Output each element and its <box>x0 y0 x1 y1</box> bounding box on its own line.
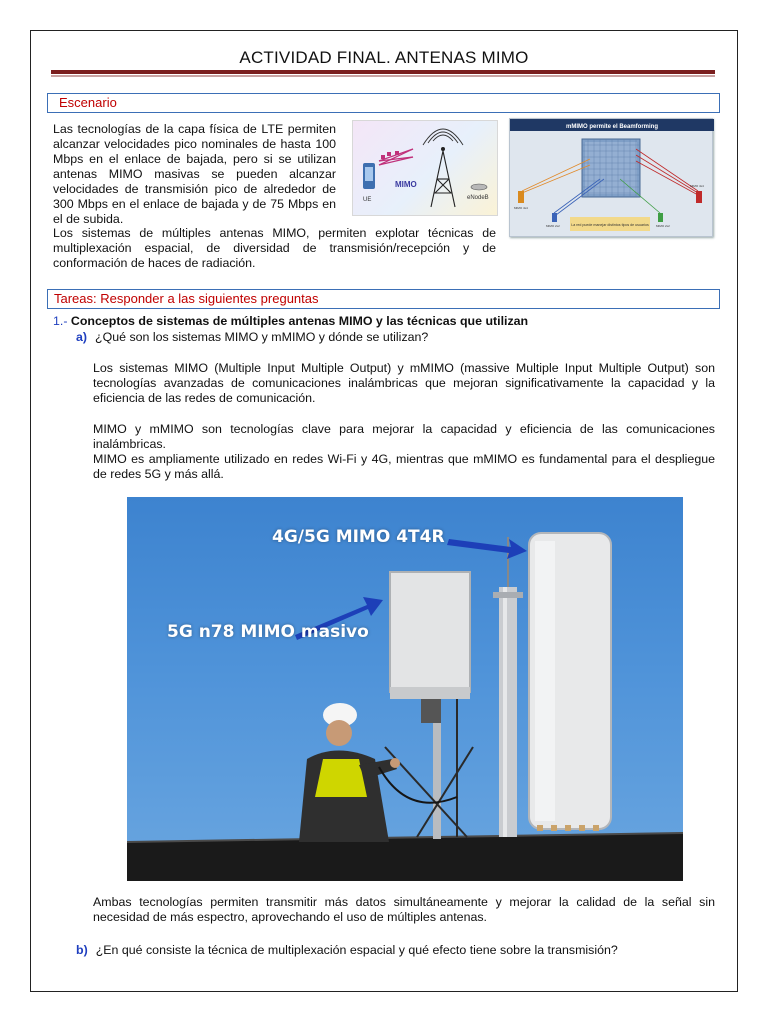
mimo-diagram-svg <box>353 121 499 217</box>
antenna-photo-scene <box>127 497 683 881</box>
question-1-title: Conceptos de sistemas de múltiples antenas MIMO y las técnicas que utilizan <box>67 314 529 328</box>
document-title: ACTIVIDAD FINAL. ANTENAS MIMO <box>239 48 529 67</box>
mimo-diagram-image <box>352 120 498 216</box>
answer-paragraph: MIMO y mMIMO son tecnologías clave para mejorar la capacidad y eficiencia de las comunicaciones inalámbricas. <box>93 422 715 451</box>
user-label: MIMO 2x2 <box>546 224 560 228</box>
mimo-label: MIMO <box>395 180 417 189</box>
answer-paragraph: MIMO es ampliamente utilizado en redes Wi-Fi y 4G, mientras que mMIMO es fundamental para el despliegue de redes 5G y más allá. <box>93 452 715 481</box>
question-1a-letter: a) <box>76 330 88 344</box>
title-rule-shadow <box>51 75 715 77</box>
safety-vest <box>315 759 367 797</box>
tower-icon <box>431 151 455 207</box>
question-1-heading <box>53 314 528 328</box>
enodeb-label: eNodeB <box>467 195 489 201</box>
question-1b-letter: b) <box>76 943 88 957</box>
scenario-heading: Escenario <box>47 93 720 113</box>
antenna-installation-photo <box>127 497 683 881</box>
user-device-icon <box>658 213 663 222</box>
question-1a-text: ¿Qué son los sistemas MIMO y mMIMO y dónde se utilizan? <box>95 330 429 344</box>
user-device-icon <box>696 191 702 203</box>
beamforming-caption: La red puede manejar distintos tipos de usuarios <box>571 223 649 227</box>
user-label: MIMO 2x2 <box>656 224 670 228</box>
photo-label-4g5g: 4G/5G MIMO 4T4R <box>272 527 445 547</box>
beamforming-title: mMIMO permite el Beamforming <box>565 124 659 130</box>
user-device-icon <box>552 213 557 222</box>
user-label: MIMO 4x4 <box>690 184 704 188</box>
user-device-icon <box>518 191 524 203</box>
mast <box>499 587 517 837</box>
title-rule <box>51 70 715 74</box>
ue-label: UE <box>363 197 372 203</box>
question-1b-text: ¿En qué consiste la técnica de multiplexación espacial y qué efecto tiene sobre la transmisión? <box>95 943 618 957</box>
scenario-mimo-paragraph: Los sistemas de múltiples antenas MIMO, permiten explotar técnicas de multiplexación espacial, de diversidad de transmisión/recepción y de conformación de haces de radiación. <box>53 226 496 270</box>
question-1-number: 1.- <box>53 314 68 328</box>
user-label: MIMO 4x4 <box>514 206 528 210</box>
enodeb-icon <box>471 184 487 190</box>
arrow-icon <box>447 539 527 559</box>
question-1b <box>76 943 618 957</box>
massive-mimo-unit <box>390 572 470 692</box>
answer-paragraph: Los sistemas MIMO (Multiple Input Multiple Output) y mMIMO (massive Multiple Input Multiple Output) son tecnologías avanzadas de comunicaciones inalámbricas que mejoran significativamente la capacidad y la eficiencia de las redes de comunicación. <box>93 361 715 405</box>
signal-waves-icon <box>423 129 463 145</box>
beamforming-diagram-svg <box>510 119 714 238</box>
question-1a <box>76 330 428 344</box>
photo-label-5g-massive: 5G n78 MIMO masivo <box>167 622 369 642</box>
scenario-intro-paragraph: Las tecnologías de la capa física de LTE permiten alcanzar velocidades pico nominales de hasta 100 Mbps en el enlace de bajada, pero si se utilizan antenas MIMO masivas se pueden alcanzar velocidades de transmisión pico de alrededor de 300 Mbps en el enlace de bajada y de 75 Mbps en el de subida. <box>53 122 336 226</box>
tasks-heading: Tareas: Responder a las siguientes preguntas <box>47 289 720 309</box>
beamforming-diagram-image <box>509 118 713 237</box>
answer-paragraph: Ambas tecnologías permiten transmitir más datos simultáneamente y mejorar la calidad de la señal sin necesidad de más espectro, aprovechando el uso de múltiples antenas. <box>93 895 715 924</box>
